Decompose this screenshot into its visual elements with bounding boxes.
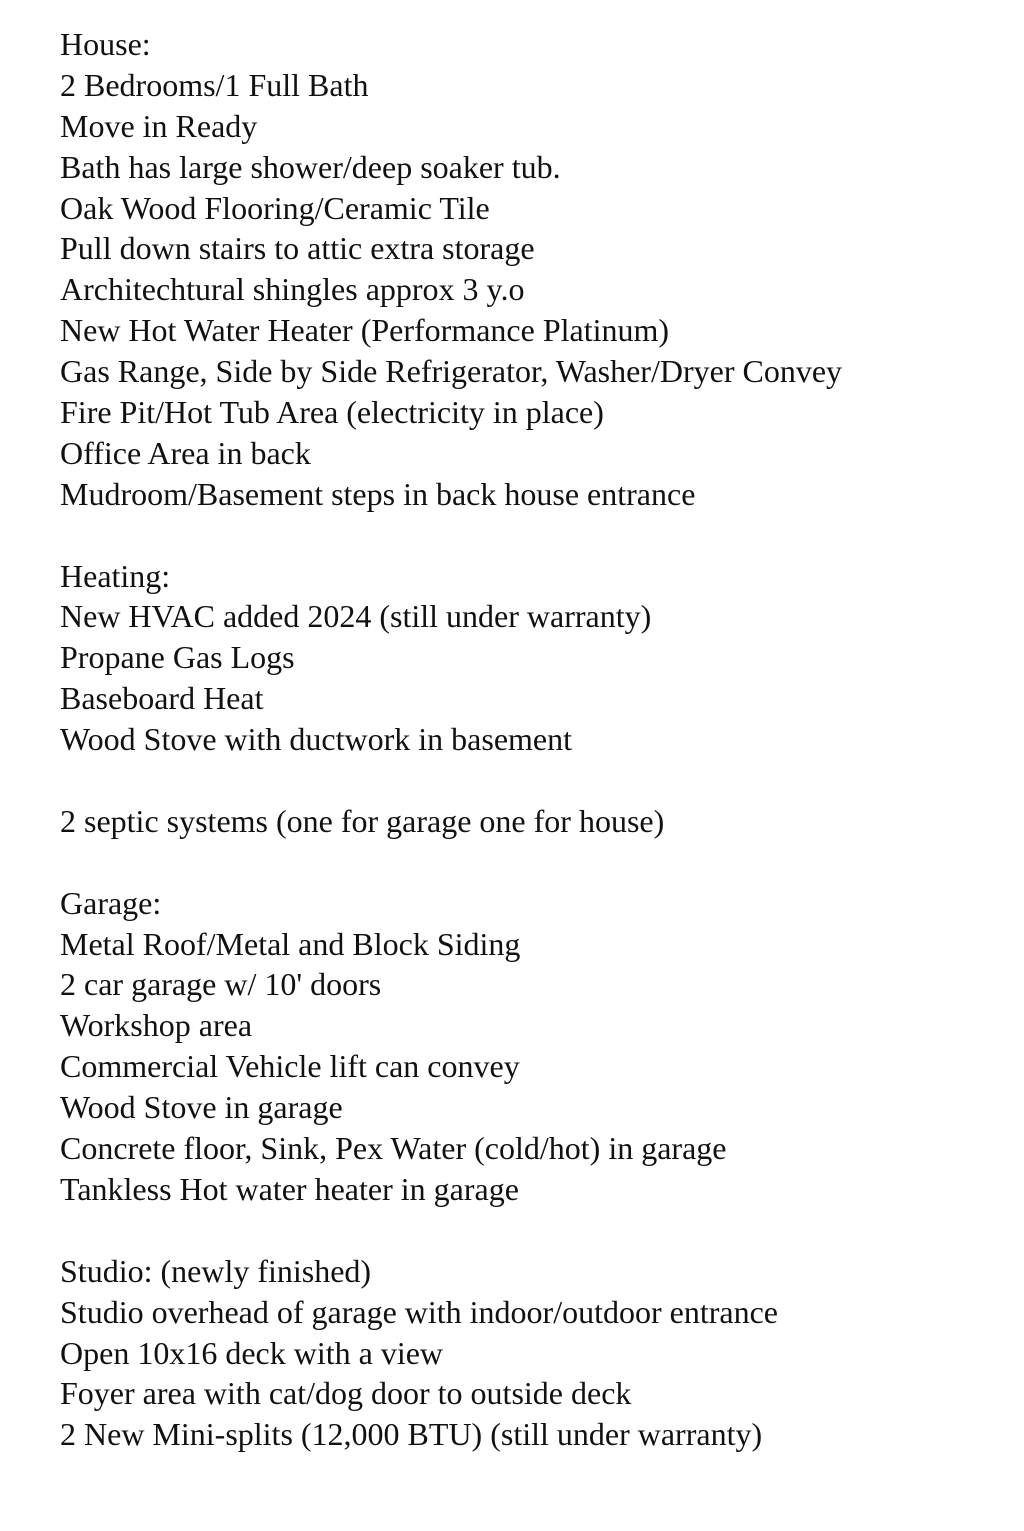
list-item: Fire Pit/Hot Tub Area (electricity in place) xyxy=(60,394,604,431)
list-item: New HVAC added 2024 (still under warranty) xyxy=(60,598,652,635)
section-heading: Garage: xyxy=(60,884,162,921)
list-item: Studio overhead of garage with indoor/outdoor entrance xyxy=(60,1293,778,1330)
list-item: New Hot Water Heater (Performance Platinum) xyxy=(60,312,670,349)
list-item: Baseboard Heat xyxy=(60,680,264,717)
list-item: 2 car garage w/ 10' doors xyxy=(60,966,382,1003)
list-item: Wood Stove in garage xyxy=(60,1089,343,1126)
list-item: Concrete floor, Sink, Pex Water (cold/hot) in garage xyxy=(60,1130,727,1167)
list-item: Metal Roof/Metal and Block Siding xyxy=(60,925,521,962)
list-item: Wood Stove with ductwork in basement xyxy=(60,721,573,758)
section-heading: Studio: (newly finished) xyxy=(60,1252,372,1289)
studio-section xyxy=(60,1251,1010,1455)
list-item: 2 septic systems (one for garage one for house) xyxy=(60,802,665,839)
list-item: Open 10x16 deck with a view xyxy=(60,1334,444,1371)
section-heading: Heating: xyxy=(60,557,171,594)
list-item: Bath has large shower/deep soaker tub. xyxy=(60,148,561,185)
list-item: Propane Gas Logs xyxy=(60,639,295,676)
list-item: Foyer area with cat/dog door to outside deck xyxy=(60,1375,632,1412)
list-item: Mudroom/Basement steps in back house entrance xyxy=(60,475,696,512)
list-item: Pull down stairs to attic extra storage xyxy=(60,230,535,267)
list-item: Workshop area xyxy=(60,1007,253,1044)
section-heading: House: xyxy=(60,26,151,62)
list-item: Move in Ready xyxy=(60,107,258,144)
house-section xyxy=(60,24,1010,515)
list-item: Gas Range, Side by Side Refrigerator, Washer/Dryer Convey xyxy=(60,353,843,390)
list-item: Architechtural shingles approx 3 y.o xyxy=(60,271,525,308)
list-item: Tankless Hot water heater in garage xyxy=(60,1170,519,1207)
list-item: 2 Bedrooms/1 Full Bath xyxy=(60,66,369,103)
garage-section xyxy=(60,883,1010,1210)
list-item: Office Area in back xyxy=(60,434,311,471)
list-item: Commercial Vehicle lift can convey xyxy=(60,1048,520,1085)
list-item: Oak Wood Flooring/Ceramic Tile xyxy=(60,189,490,226)
septic-section xyxy=(60,801,1010,842)
list-item: 2 New Mini-splits (12,000 BTU) (still under warranty) xyxy=(60,1416,763,1453)
heating-section xyxy=(60,556,1010,760)
listing-document xyxy=(60,24,1010,1496)
